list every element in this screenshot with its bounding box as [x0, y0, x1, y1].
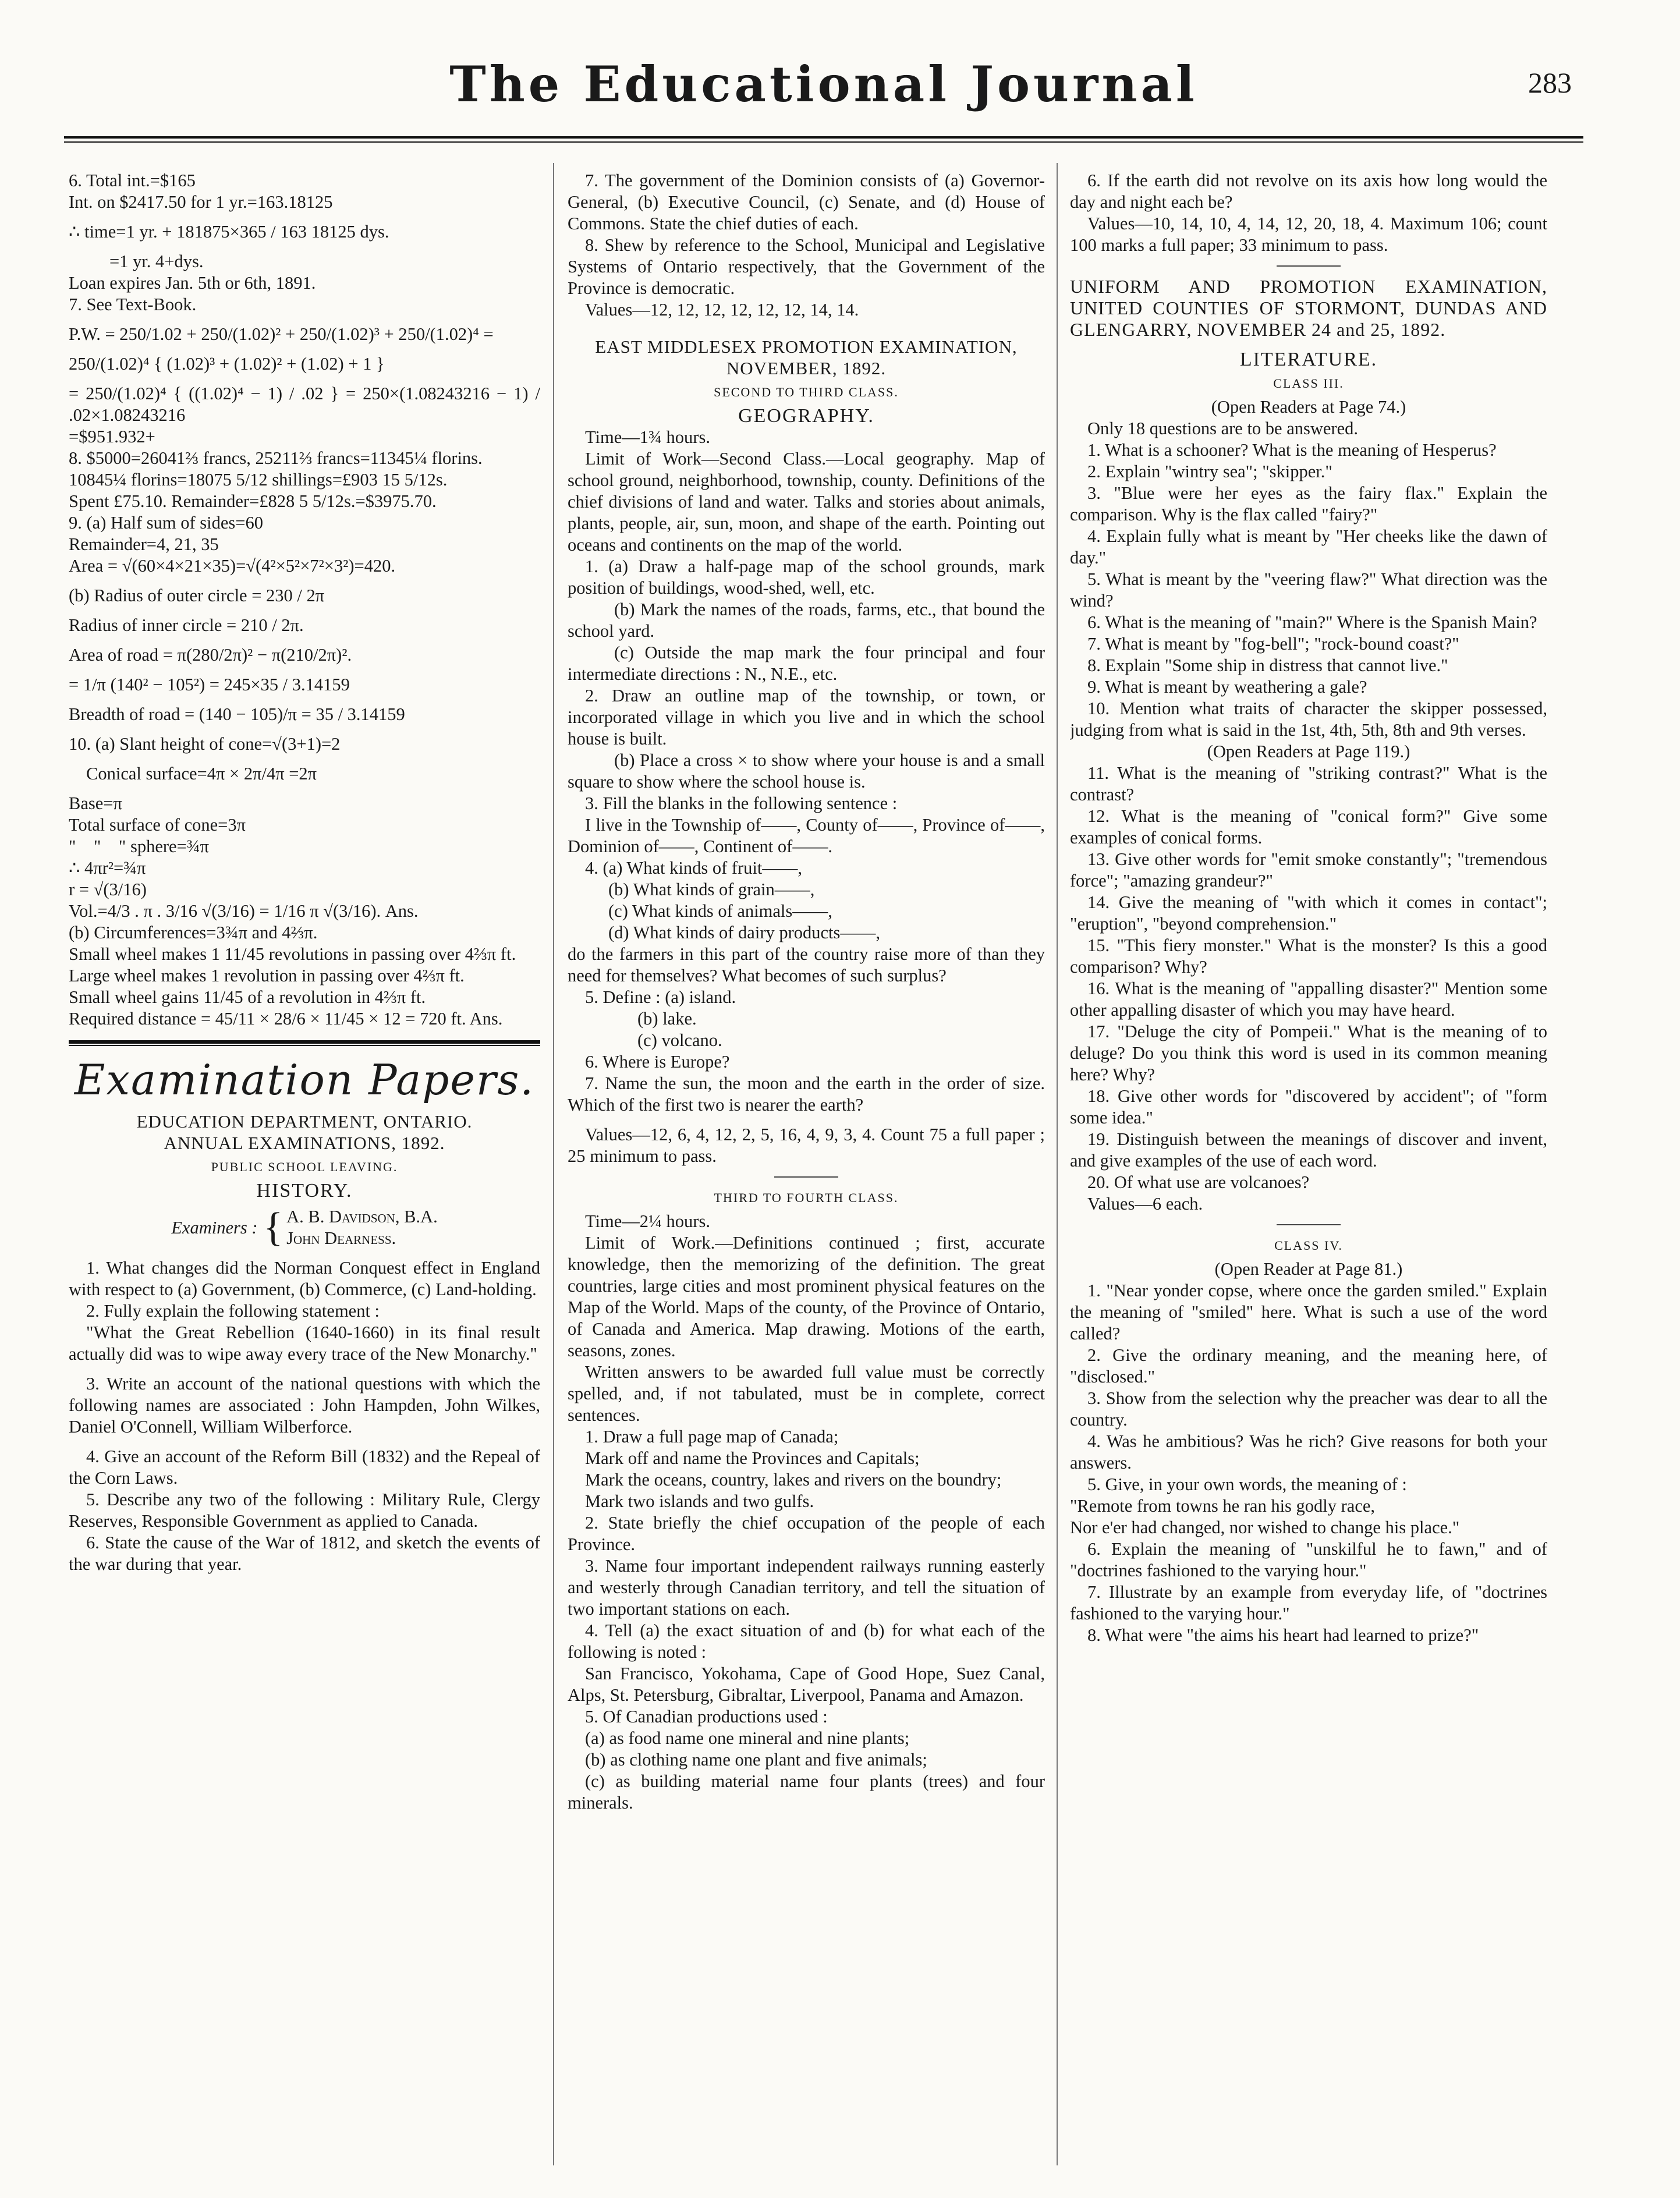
- exam-subheading: THIRD TO FOURTH CLASS.: [714, 1190, 899, 1205]
- masthead-rule: [64, 136, 1583, 139]
- values-line: Values—12, 6, 4, 12, 2, 5, 16, 4, 9, 3, 4. Count 75 a full paper ; 25 minimum to pass.: [568, 1125, 1045, 1166]
- exam-heading: EAST MIDDLESEX PROMOTION EXAMINATION, NOVEMBER, 1892.: [595, 336, 1018, 378]
- exam-heading: EDUCATION DEPARTMENT, ONTARIO.: [136, 1111, 473, 1132]
- math-line: Conical surface=4π × 2π/4π =2π: [86, 764, 317, 784]
- question: 2. State briefly the chief occupation of the people of each Province.: [568, 1513, 1045, 1554]
- math-line: = 250/(1.02)⁴ { ((1.02)⁴ − 1) / .02 } = 250×(1.08243216 − 1) / .02×1.08243216: [69, 384, 540, 425]
- question: (b) Place a cross × to show where your house is and a small square to show where the school house is.: [568, 750, 1045, 792]
- math-line: =1 yr. 4+dys.: [109, 251, 204, 271]
- question: 3. Fill the blanks in the following sentence :: [585, 793, 898, 813]
- question: 6. What is the meaning of "main?" Where is the Spanish Main?: [1087, 612, 1537, 632]
- question: 15. "This fiery monster." What is the monster? Is this a good comparison? Why?: [1070, 935, 1547, 977]
- question: 4. (a) What kinds of fruit——,: [585, 858, 802, 878]
- question: 1. (a) Draw a half-page map of the school grounds, mark position of buildings, wood-shed, well, etc.: [568, 556, 1045, 598]
- question: 7. What is meant by "fog-bell"; "rock-bound coast?": [1087, 634, 1459, 654]
- question: 7. Name the sun, the moon and the earth in the order of size. Which of the first two is nearer the earth?: [568, 1073, 1045, 1115]
- section-title: Examination Papers.: [74, 1055, 535, 1104]
- question: San Francisco, Yokohama, Cape of Good Hope, Suez Canal, Alps, St. Petersburg, Gibraltar, Liverpool, Panama and Amazon.: [568, 1664, 1045, 1705]
- question: (b) What kinds of grain——,: [608, 880, 815, 899]
- question: 2. Explain "wintry sea"; "skipper.": [1087, 462, 1332, 481]
- math-line: Spent £75.10. Remainder=£828 5 5/12s.=$3975.70.: [69, 491, 437, 511]
- reader-note: (Open Reader at Page 81.): [1214, 1259, 1403, 1279]
- question: 8. What were "the aims his heart had learned to prize?": [1087, 1625, 1479, 1645]
- short-rule: [774, 1176, 838, 1178]
- question: 13. Give other words for "emit smoke constantly"; "tremendous force"; "amazing grandeur?": [1070, 849, 1547, 891]
- class-heading: CLASS IV.: [1274, 1238, 1343, 1253]
- math-line: " " " sphere=¾π: [69, 836, 210, 856]
- math-line: (b) Radius of outer circle = 230 / 2π: [69, 586, 325, 605]
- question: (c) What kinds of animals——,: [608, 901, 832, 921]
- question: (c) volcano.: [637, 1030, 722, 1050]
- quote-line: "Remote from towns he ran his godly race,: [1070, 1496, 1376, 1516]
- examiners-block: [69, 1206, 540, 1249]
- math-line: Total surface of cone=3π: [69, 815, 246, 835]
- journal-title: The Educational Journal: [449, 55, 1198, 113]
- math-line: 9. (a) Half sum of sides=60: [69, 513, 263, 533]
- question: 6. State the cause of the War of 1812, and sketch the events of the war during that year.: [69, 1533, 540, 1574]
- reader-note: (Open Readers at Page 119.): [1207, 742, 1410, 761]
- math-line: 250/(1.02)⁴ { (1.02)³ + (1.02)² + (1.02) + 1 }: [69, 354, 385, 374]
- column-middle: [568, 170, 1045, 2172]
- question: (c) Outside the map mark the four principal and four intermediate directions : N., N.E., etc.: [568, 643, 1045, 684]
- subject-title: GEOGRAPHY.: [738, 405, 874, 427]
- instructions: Written answers to be awarded full value must be correctly spelled, and, if not tabulated, must be in complete, correct sentences.: [568, 1362, 1045, 1425]
- question: 7. The government of the Dominion consists of (a) Governor-General, (b) Executive Council, (c) Senate, and (d) House of Commons. State the chief duties of each.: [568, 171, 1045, 233]
- examiner-name: A. B. Davidson, B.A.: [286, 1207, 438, 1226]
- math-line: Small wheel gains 11/45 of a revolution in 4⅔π ft.: [69, 987, 426, 1007]
- question: (c) as building material name four plants (trees) and four minerals.: [568, 1771, 1045, 1813]
- question: 8. Explain "Some ship in distress that cannot live.": [1087, 655, 1448, 675]
- exam-subheading: PUBLIC SCHOOL LEAVING.: [211, 1160, 398, 1174]
- values-line: Values—10, 14, 10, 4, 14, 12, 20, 18, 4. Maximum 106; count 100 marks a full paper; 33 minimum to pass.: [1070, 214, 1547, 255]
- exam-heading: ANNUAL EXAMINATIONS, 1892.: [164, 1133, 445, 1153]
- math-line: Breadth of road = (140 − 105)/π = 35 / 3.14159: [69, 704, 405, 724]
- question: 5. What is meant by the "veering flaw?" What direction was the wind?: [1070, 569, 1547, 611]
- limit-of-work: Limit of Work.—Definitions continued ; first, accurate knowledge, then the memorizing of the definition. The great countries, large cities and most prominent physical features on the Map of the World. Maps of the county, of the Province of Ontario, of Canada and America. Map drawing. Motions of the earth, seasons, zones.: [568, 1233, 1045, 1360]
- section-rule-thin: [69, 1045, 540, 1046]
- page-number: 283: [1528, 66, 1572, 99]
- math-line: r = √(3/16): [69, 880, 147, 899]
- examiner-name: John Dearness.: [286, 1228, 396, 1248]
- math-line: ∴ time=1 yr. + 181875×365 / 163 18125 dys.: [69, 222, 389, 242]
- masthead-rule-thin: [64, 141, 1583, 143]
- question: 3. "Blue were her eyes as the fairy flax." Explain the comparison. Why is the flax called "fairy?": [1070, 483, 1547, 524]
- math-line: =$951.932+: [69, 427, 155, 446]
- column-divider: [1057, 163, 1058, 2165]
- class-heading: CLASS III.: [1273, 376, 1344, 391]
- masthead: [64, 55, 1583, 143]
- question: 16. What is the meaning of "appalling disaster?" Mention some other appalling disaster of which you may have heard.: [1070, 979, 1547, 1020]
- math-line: Area of road = π(280/2π)² − π(210/2π)².: [69, 645, 352, 665]
- question: (b) as clothing name one plant and five animals;: [585, 1750, 927, 1770]
- section-rule: [69, 1040, 540, 1044]
- question: 12. What is the meaning of "conical form?" Give some examples of conical forms.: [1070, 806, 1547, 848]
- question: "What the Great Rebellion (1640-1660) in its final result actually did was to wipe away every trace of the New Monarchy.": [69, 1323, 540, 1364]
- values-line: Values—6 each.: [1087, 1194, 1203, 1214]
- exam-subheading: SECOND TO THIRD CLASS.: [714, 385, 899, 399]
- question: (b) lake.: [637, 1009, 697, 1029]
- question: 3. Write an account of the national questions with which the following names are associated : John Hampden, John Wilkes, Daniel O'Connell, William Wilberforce.: [69, 1374, 540, 1437]
- question: 4. Explain fully what is meant by "Her cheeks like the dawn of day.": [1070, 526, 1547, 568]
- math-line: Base=π: [69, 793, 122, 813]
- examiners-label: Examiners :: [171, 1217, 258, 1238]
- math-line: Int. on $2417.50 for 1 yr.=163.18125: [69, 192, 333, 212]
- question: 2. Draw an outline map of the township, or town, or incorporated village in which you live and in which the school house is built.: [568, 686, 1045, 749]
- math-line: P.W. = 250/1.02 + 250/(1.02)² + 250/(1.02)³ + 250/(1.02)⁴ =: [69, 324, 494, 344]
- question: 5. Of Canadian productions used :: [585, 1707, 828, 1727]
- column-left: [69, 170, 540, 2172]
- math-line: Radius of inner circle = 210 / 2π.: [69, 615, 304, 635]
- question: 3. Show from the selection why the preacher was dear to all the country.: [1070, 1388, 1547, 1430]
- question: 10. Mention what traits of character the skipper possessed, judging from what is said in the 1st, 4th, 5th, 8th and 9th verses.: [1070, 699, 1547, 740]
- math-line: 8. $5000=26041⅔ francs, 25211⅔ francs=11345¼ florins.: [69, 448, 483, 468]
- subject-title: HISTORY.: [256, 1180, 353, 1201]
- question: 17. "Deluge the city of Pompeii." What is the meaning of to deluge? Do you think this word is used in its common meaning here? Why?: [1070, 1022, 1547, 1084]
- question: 11. What is the meaning of "striking contrast?" What is the contrast?: [1070, 763, 1547, 804]
- question: 1. "Near yonder copse, where once the garden smiled." Explain the meaning of "smiled" here. What is such a use of the word called?: [1070, 1281, 1547, 1343]
- limit-of-work: Limit of Work—Second Class.—Local geography. Map of school ground, neighborhood, township, county. Definitions of the chief divisions of land and water. Talks and stories about animals, plants, people, air, sun, moon, and shape of the earth. Pointing out oceans and continents on the map of the world.: [568, 449, 1045, 555]
- question: 6. If the earth did not revolve on its axis how long would the day and night each be?: [1070, 171, 1547, 212]
- brace-glyph: {: [263, 1205, 283, 1250]
- question: Mark two islands and two gulfs.: [585, 1491, 814, 1511]
- question: do the farmers in this part of the country raise more of than they need for themselves? What becomes of such surplus?: [568, 944, 1045, 985]
- exam-heading: UNIFORM AND PROMOTION EXAMINATION, UNITED COUNTIES OF STORMONT, DUNDAS AND GLENGARRY, NOVEMBER 24 and 25, 1892.: [1070, 276, 1547, 340]
- question: 1. What changes did the Norman Conquest effect in England with respect to (a) Government, (b) Commerce, (c) Land-holding.: [69, 1258, 540, 1299]
- question: 20. Of what use are volcanoes?: [1087, 1172, 1310, 1192]
- math-line: Area = √(60×4×21×35)=√(4²×5²×7²×3²)=420.: [69, 556, 396, 576]
- math-line: Large wheel makes 1 revolution in passing over 4⅔π ft.: [69, 966, 465, 985]
- math-line: (b) Circumferences=3¾π and 4⅔π.: [69, 923, 318, 942]
- question: 19. Distinguish between the meanings of discover and invent, and give examples of the use of each word.: [1070, 1129, 1547, 1171]
- question: 7. Illustrate by an example from everyday life, of "doctrines fashioned to the varying hour.": [1070, 1582, 1547, 1623]
- math-solutions: [69, 170, 540, 1030]
- question: 4. Tell (a) the exact situation of and (b) for what each of the following is noted :: [568, 1621, 1045, 1662]
- question: 4. Give an account of the Reform Bill (1832) and the Repeal of the Corn Laws.: [69, 1447, 540, 1488]
- question: 9. What is meant by weathering a gale?: [1087, 677, 1367, 697]
- question: 18. Give other words for "discovered by accident"; of "form some idea.": [1070, 1086, 1547, 1128]
- math-line: 7. See Text-Book.: [69, 295, 197, 314]
- math-line: Required distance = 45/11 × 28/6 × 11/45 × 12 = 720 ft. Ans.: [69, 1009, 503, 1029]
- question: 3. Name four important independent railways running easterly and westerly through Canadian territory, and tell the situation of two important stations on each.: [568, 1556, 1045, 1619]
- math-line: Small wheel makes 1 11/45 revolutions in passing over 4⅔π ft.: [69, 944, 516, 964]
- question: 5. Give, in your own words, the meaning of :: [1087, 1474, 1407, 1494]
- math-line: ∴ 4πr²=¾π: [69, 858, 146, 878]
- short-rule: [1277, 265, 1341, 267]
- question: 14. Give the meaning of "with which it comes in contact"; "eruption", "beyond comprehension.": [1070, 892, 1547, 934]
- math-line: = 1/π (140² − 105²) = 245×35 / 3.14159: [69, 675, 350, 694]
- question: 2. Give the ordinary meaning, and the meaning here, of "disclosed.": [1070, 1345, 1547, 1387]
- math-line: Remainder=4, 21, 35: [69, 534, 219, 554]
- question: (b) Mark the names of the roads, farms, etc., that bound the school yard.: [568, 600, 1045, 641]
- question: Mark off and name the Provinces and Capitals;: [585, 1448, 920, 1468]
- column-right: [1070, 170, 1547, 2172]
- question: 5. Describe any two of the following : Military Rule, Clergy Reserves, Responsible Government as applied to Canada.: [69, 1490, 540, 1531]
- time-line: Time—2¼ hours.: [585, 1211, 710, 1231]
- question: I live in the Township of——, County of——, Province of——, Dominion of——, Continent of——.: [568, 815, 1045, 856]
- question: 6. Where is Europe?: [585, 1052, 730, 1072]
- question: (d) What kinds of dairy products——,: [608, 923, 881, 942]
- subject-title: LITERATURE.: [1239, 349, 1378, 370]
- question: Mark the oceans, country, lakes and rivers on the boundry;: [585, 1470, 1002, 1490]
- math-line: 10845¼ florins=18075 5/12 shillings=£903 15 5/12s.: [69, 470, 448, 490]
- question: 2. Fully explain the following statement :: [86, 1301, 380, 1321]
- values-line: Values—12, 12, 12, 12, 12, 12, 14, 14.: [585, 300, 859, 320]
- examiners-names: [286, 1206, 438, 1249]
- question: 5. Define : (a) island.: [585, 987, 736, 1007]
- math-line: Vol.=4/3 . π . 3/16 √(3/16) = 1/16 π √(3/16). Ans.: [69, 901, 419, 921]
- column-divider: [553, 163, 554, 2165]
- question: 1. What is a schooner? What is the meaning of Hesperus?: [1087, 440, 1497, 460]
- question: (a) as food name one mineral and nine plants;: [585, 1728, 910, 1748]
- question: 6. Explain the meaning of "unskilful he to fawn," and of "doctrines fashioned to the varying hour.": [1070, 1539, 1547, 1580]
- short-rule: [1277, 1224, 1341, 1225]
- question: 4. Was he ambitious? Was he rich? Give reasons for both your answers.: [1070, 1431, 1547, 1473]
- question: 8. Shew by reference to the School, Municipal and Legislative Systems of Ontario respectively, that the Government of the Province is democratic.: [568, 235, 1045, 298]
- reader-note: (Open Readers at Page 74.): [1211, 397, 1406, 417]
- time-line: Time—1¾ hours.: [585, 427, 710, 447]
- math-line: 10. (a) Slant height of cone=√(3+1)=2: [69, 734, 341, 754]
- instructions: Only 18 questions are to be answered.: [1087, 419, 1359, 438]
- math-line: Loan expires Jan. 5th or 6th, 1891.: [69, 273, 316, 293]
- math-line: 6. Total int.=$165: [69, 171, 196, 190]
- question: 1. Draw a full page map of Canada;: [585, 1427, 839, 1447]
- quote-line: Nor e'er had changed, nor wished to change his place.": [1070, 1518, 1460, 1537]
